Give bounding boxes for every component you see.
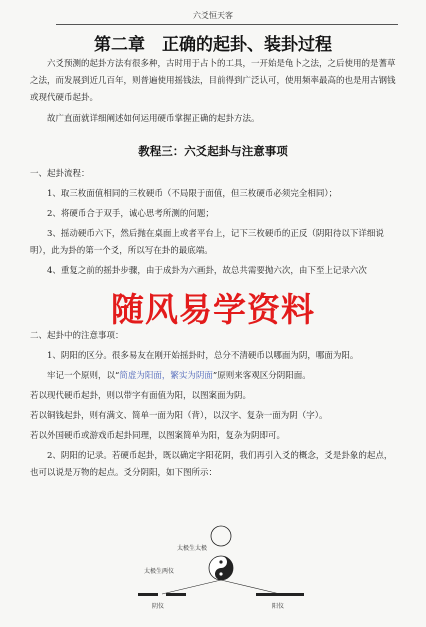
step-2: 2、将硬币合于双手，诚心思考所测的问题； (47, 209, 214, 219)
ancient-coin-line: 若以铜钱起卦，则有满文、简单一面为阳（背），以汉字、复杂一面为阴（字）。 (30, 411, 328, 421)
modern-coin-line: 若以现代硬币起卦，则以带字有面值为阳，以图案面为阴。 (30, 391, 252, 401)
running-header: 六爻恒天客 (193, 11, 233, 20)
watermark-text: 随风易学资料 (111, 290, 315, 329)
intro-paragraph-2: 故广直面就详细阐述如何运用硬币掌握正确的起卦方法。 (47, 114, 260, 124)
chapter-title: 第二章 正确的起卦、装卦过程 (94, 35, 332, 55)
note-item-1: 1、阴阳的区分。很多易友在刚开始摇卦时，总分不清硬币以哪面为阴，哪面为阳。 (47, 351, 359, 361)
diagram-label-left: 太极生两仪 (144, 568, 175, 575)
wuji-circle (211, 526, 231, 546)
diagram-label-yang: 阳仪 (272, 603, 285, 610)
header-rule (56, 24, 398, 25)
branch-line-left (162, 580, 221, 594)
yang-line-symbol (256, 593, 304, 596)
principle-highlight: 简虚为阳面，繁实为阴面 (119, 371, 213, 381)
diagram-label-top: 太极生太极 (177, 545, 208, 552)
branch-line-right (221, 580, 280, 594)
section2-heading: 二、起卦中的注意事项： (30, 331, 124, 341)
note-item-2: 2、阴阳的记录。若硬币起卦，既以确定字阳花阴，我们再引入爻的概念，爻是卦象的起点，也可以说是万物的起点。爻分阴阳，如下图所示： (30, 451, 393, 478)
step-1: 1、取三枚面值相同的三枚硬币（不局限于面值，但三枚硬币必须完全相同）； (47, 189, 338, 199)
section-notes (30, 328, 400, 482)
intro-paragraph-1: 六爻预测的起卦方法有很多种，古时用于占卜的工具，一开始是龟卜之法，之后使用的是蓍草之法，而发展到近几百年，则普遍使用摇钱法，目前得到广泛认可，使用频率最高的也是用古钢钱或现代硬币起卦。 (30, 59, 396, 103)
intro-section (30, 56, 400, 128)
taiji-diagram (100, 524, 330, 619)
section-process (30, 166, 400, 280)
diagram-label-yin: 阴仪 (152, 603, 165, 610)
yin-yang-icon (209, 556, 233, 580)
principle-prefix: 牢记一个原则，以“ (47, 371, 120, 381)
foreign-coin-line: 若以外国硬币或游戏币起卦同理，以图案简单为阳，复杂为阴即可。 (30, 431, 286, 441)
step-3: 3、摇动硬币六下，然后抛在桌面上或者平台上，记下三枚硬币的正反（阴阳待以下详细说明），此为卦的第一个爻，所以写在卦的最底端。 (30, 229, 384, 256)
yin-line-symbol (138, 593, 186, 596)
principle-line (30, 368, 400, 385)
lesson-title: 教程三：六爻起卦与注意事项 (138, 144, 288, 158)
taiji-diagram-svg (100, 524, 330, 619)
principle-suffix: ”原则来客观区分阴阳面。 (212, 371, 311, 381)
step-4: 4、重复之前的摇卦步骤，由于成卦为六画卦，故总共需要抛六次，由下至上记录六次 (47, 266, 367, 276)
section1-heading: 一、起卦流程： (30, 169, 90, 179)
